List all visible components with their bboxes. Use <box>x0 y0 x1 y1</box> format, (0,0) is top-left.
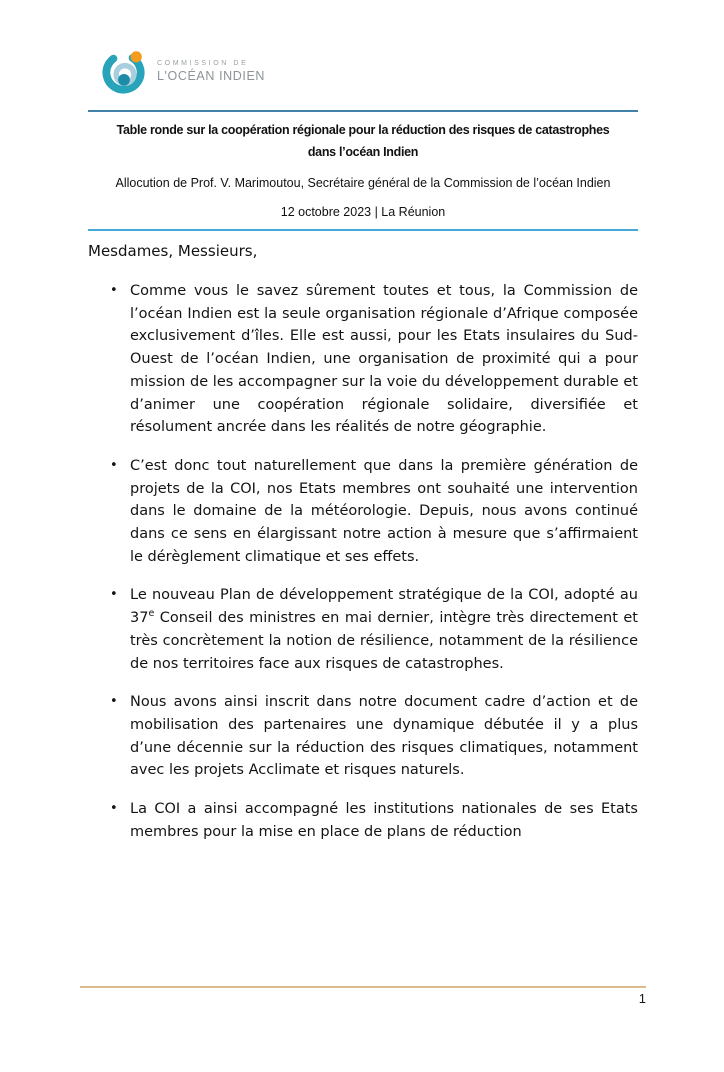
bullet-text: C’est donc tout naturellement que dans la première génération de projets de la COI, nos Etats membres ont souhaité une intervention dans le domaine de la météorologie. Depuis, nous avons continué dans ce sens en élargissant notre action à mesure que s’affirmaient le dérèglement climatique et ses effets. <box>130 457 638 565</box>
bullet-item-1 <box>88 280 638 439</box>
bullet-icon: • <box>110 694 118 710</box>
logo-org-name-small: COMMISSION DE <box>157 60 249 67</box>
logo-org-name-large: L'OCÉAN INDIEN <box>157 69 266 83</box>
bullet-item-3 <box>88 584 638 675</box>
page-number: 1 <box>638 991 646 1006</box>
coi-logo-icon <box>101 48 148 95</box>
header-logo <box>101 48 638 95</box>
bullet-text: Nous avons ainsi inscrit dans notre document cadre d’action et de mobilisation des partenaires une dynamique débutée il y a plus d’une décennie sur la réduction des risques climatiques, notamment avec les projets Acclimate et risques naturels. <box>130 694 638 779</box>
bullet-item-5 <box>88 798 638 843</box>
document-page <box>0 48 724 1072</box>
bullet-text-post: Conseil des ministres en mai dernier, intègre très directement et très concrètement la notion de résilience, notamment de la résilience de nos territoires face aux risques de catastrophes. <box>130 610 638 672</box>
footer-rule <box>80 986 646 988</box>
document-title-line2: dans l’océan Indien <box>307 145 419 159</box>
document-title-line1: Table ronde sur la coopération régionale pour la réduction des risques de catastrophes <box>116 123 610 137</box>
bullet-text-pre: Le nouveau Plan de développement stratégique de la COI, adopté au 37 <box>130 587 638 627</box>
bullet-icon: • <box>110 457 118 473</box>
bullet-text: Comme vous le savez sûrement toutes et tous, la Commission de l’océan Indien est la seule organisation régionale d’Afrique composée exclusivement d’îles. Elle est aussi, pour les Etats insulaires du Sud-Ouest de l’océan Indien, une organisation de proximité qui a pour mission de les accompagner sur la voie du développement durable et d’animer une coopération régionale solidaire, diversifiée et résolument ancrée dans les réalités de notre géographie. <box>130 283 638 436</box>
ordinal-superscript: e <box>148 608 155 620</box>
bullet-icon: • <box>110 283 118 298</box>
title-block <box>88 112 638 222</box>
bullet-icon: • <box>110 587 118 603</box>
bullet-item-4 <box>88 691 638 782</box>
bullet-text: La COI a ainsi accompagné les institutions nationales de ses Etats membres pour la mise en place de plans de réduction <box>130 801 638 840</box>
bullet-item-2 <box>88 455 638 569</box>
footer <box>80 986 646 1006</box>
bullet-list <box>88 280 638 843</box>
logo-text <box>157 60 265 83</box>
subheader-rule <box>88 229 638 231</box>
document-date-location: 12 octobre 2023 | La Réunion <box>280 205 446 219</box>
salutation: Mesdames, Messieurs, <box>88 242 258 260</box>
bullet-icon: • <box>110 801 118 817</box>
document-subtitle: Allocution de Prof. V. Marimoutou, Secrétaire général de la Commission de l’océan Indien <box>115 176 611 190</box>
